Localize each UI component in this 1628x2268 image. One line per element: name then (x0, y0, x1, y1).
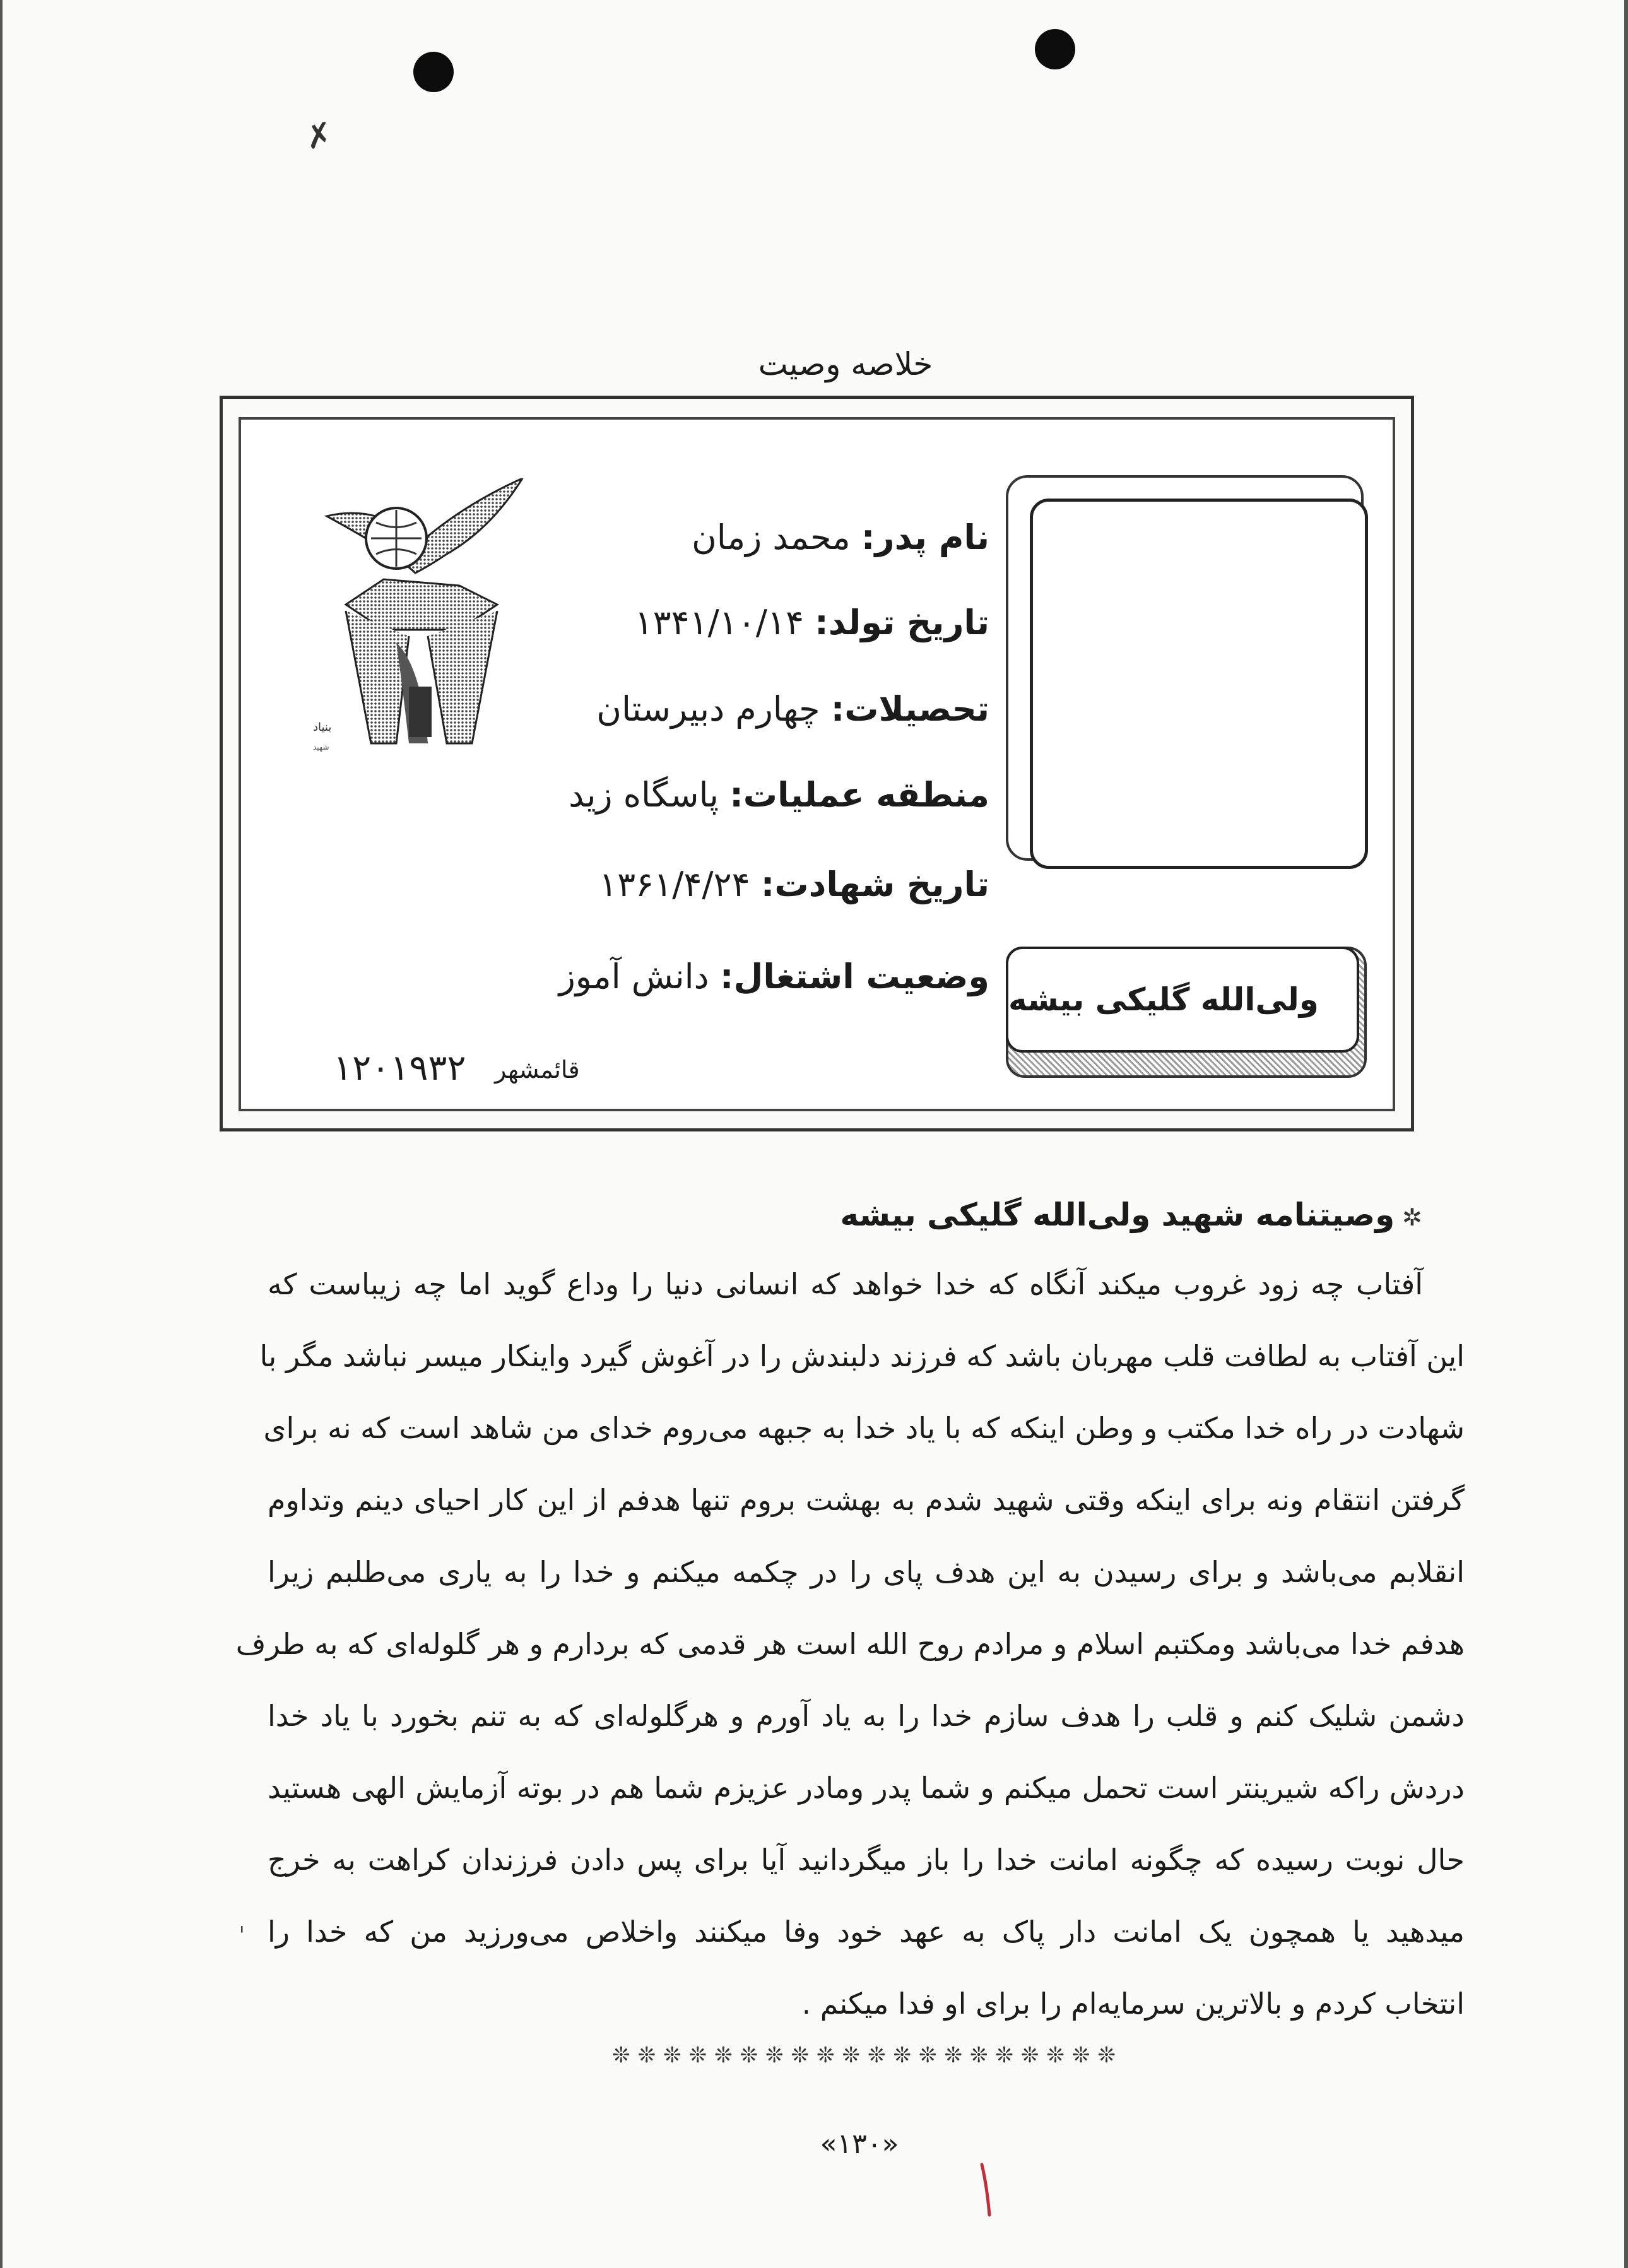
martyr-name: ولی‌الله گلیکی بیشه (1008, 981, 1319, 1018)
will-line: شهادت در راه خدا مکتب و وطن اینکه که با یاد خدا به جبهه می‌روم خدای من شاهد است که نه برای (263, 1411, 1465, 1445)
field-education (596, 689, 989, 729)
will-line: انقلابم می‌باشد و برای رسیدن به این هدف پای را در چکمه میکنم و خدا را به یاری می‌طلبم زیرا (268, 1555, 1465, 1589)
svg-text:شهید: شهید (313, 743, 329, 752)
svg-text:بنیاد: بنیاد (313, 721, 332, 734)
heading-star-icon: ✲ (1402, 1203, 1422, 1231)
will-line: هدفم خدا می‌باشد ومکتبم اسلام و مرادم روح الله است هر قدمی که بردارم و هر گلوله‌ای که به طرف (235, 1627, 1465, 1661)
city-label: قائمشهر (495, 1056, 580, 1084)
field-value: دانش آموز (558, 957, 709, 996)
field-label: وضعیت اشتغال: (719, 957, 989, 996)
will-line: انتخاب کردم و بالاترین سرمایه‌ام را برای او فدا میکنم . (801, 1987, 1465, 2021)
will-line: دردش راکه شیرینتر است تحمل میکنم و شما پدر ومادر عزیزم شما هم در بوته آزمایش الهی هستید (268, 1771, 1465, 1805)
field-occupation (559, 957, 989, 996)
summary-title: خلاصه وصیت (758, 346, 933, 382)
field-label: تاریخ تولد: (815, 603, 989, 642)
field-birth-date (635, 603, 989, 642)
photo-placeholder (1030, 499, 1368, 869)
field-value: محمد زمان (692, 517, 851, 557)
will-heading-text: وصیتنامه شهید ولی‌الله گلیکی بیشه (840, 1196, 1395, 1233)
pen-mark: ✗ (302, 115, 337, 158)
scan-edge-right (1624, 0, 1628, 2268)
separator-stars: ❊❊❊❊❊❊❊❊❊❊❊❊❊❊❊❊❊❊❊❊ (612, 2043, 1123, 2068)
will-line: این آفتاب به لطافت قلب مهربان باشد که فرزند دلبندش را در آغوش گیرد واینکار میسر نباشد مگر با (259, 1339, 1465, 1373)
scan-edge-left (0, 0, 3, 2268)
field-value: پاسگاه زید (569, 775, 719, 815)
margin-tick-mark: ˌ (239, 1907, 245, 1935)
file-code: ۱۲۰۱۹۳۲ (333, 1048, 466, 1089)
will-line: میدهید یا همچون یک امانت دار پاک به عهد خود وفا میکنند واخلاص می‌ورزید من که خدا را (268, 1915, 1465, 1949)
will-line: حال نوبت رسیده که چگونه امانت خدا را باز میگردانید آیا برای پس دادن فرزندان کراهت به خرج (268, 1843, 1465, 1877)
martyr-name-box (1006, 947, 1359, 1053)
field-label: نام پدر: (861, 517, 989, 557)
will-line: آفتاب چه زود غروب میکند آنگاه که خدا خواهد که انسانی دنیا را وداع گوید اما چه زیباست که (268, 1267, 1423, 1301)
field-father-name (692, 517, 989, 557)
red-hand-mark (973, 2161, 998, 2219)
will-line: دشمن شلیک کنم و قلب را هدف سازم خدا را به یاد آورم و هرگلوله‌ای که به تنم بخورد با یاد خدا (268, 1699, 1465, 1733)
field-value: چهارم دبیرستان (596, 689, 820, 729)
page-number: «۱۳۰» (820, 2128, 899, 2160)
field-label: تحصیلات: (830, 689, 989, 729)
will-line: گرفتن انتقام ونه برای اینکه وقتی شهید شدم به بهشت بروم تنها هدفم از این کار احیای دینم وتداوم (268, 1483, 1465, 1517)
field-martyrdom-date (599, 865, 989, 904)
field-value: ۱۳۶۱/۴/۲۴ (599, 865, 750, 904)
punch-hole-left (413, 52, 454, 92)
punch-hole-right (1035, 29, 1075, 69)
field-label: تاریخ شهادت: (760, 865, 989, 904)
field-operation-area (569, 775, 989, 815)
foundation-emblem-logo (302, 478, 529, 769)
field-label: منطقه عملیات: (729, 775, 989, 815)
will-heading (840, 1196, 1422, 1233)
field-value: ۱۳۴۱/۱۰/۱۴ (634, 603, 804, 642)
